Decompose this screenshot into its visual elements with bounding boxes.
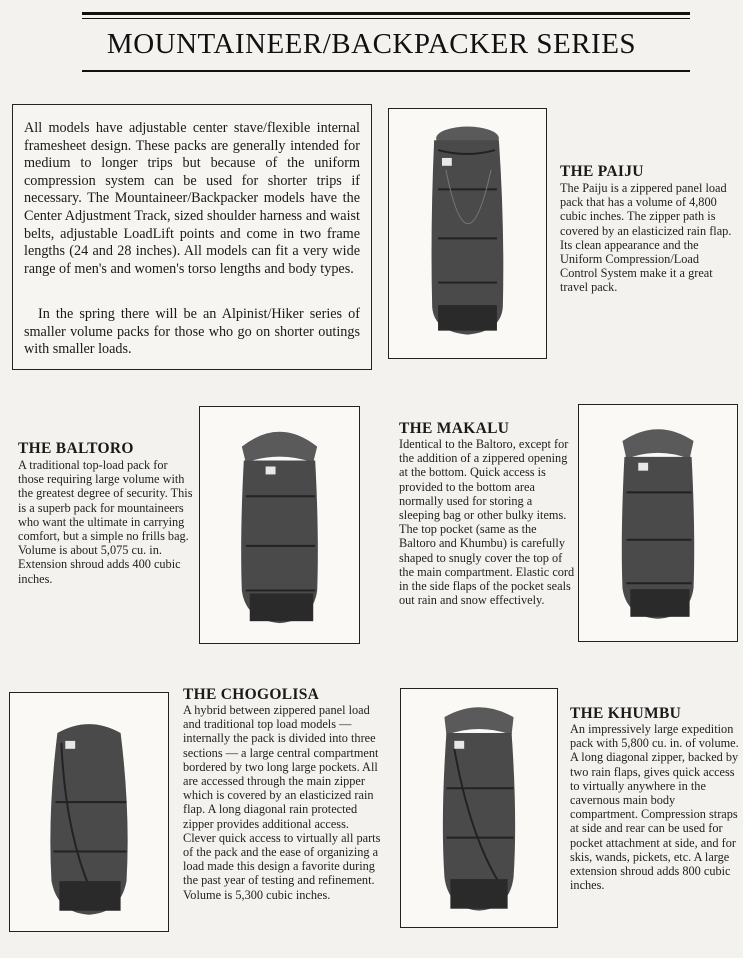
backpack-baltoro-icon (200, 407, 359, 643)
pack-name-paiju: THE PAIJU (560, 163, 644, 180)
backpack-paiju-icon (389, 109, 546, 358)
pack-desc-khumbu: An impressively large expedition pack with 5,800 cu. in. of volume. A long diagonal zipper, backed by two rain flaps, gives quick access to virtually anywhere in the cavernous main body compartment. Compression straps at side and rear can be used for pocket attachment at side, and for skis, wands, pickets, etc. A large extension shroud adds 800 cubic inches. (570, 722, 739, 893)
backpack-photo-khumbu (400, 688, 558, 928)
title-underline (82, 70, 690, 72)
intro-paragraph-2: In the spring there will be an Alpinist/Hiker series of smaller volume packs for those who go on shorter outings with smaller loads. (24, 306, 360, 358)
backpack-photo-chogolisa (9, 692, 169, 932)
pack-desc-baltoro: A traditional top-load pack for those requiring large volume with the greatest degree of security. This is a superb pack for mountaineers who want the ultimate in carrying comfort, but a simple no frills bag. Volume is about 5,075 cu. in. Extension shroud adds 400 cubic inches. (18, 458, 193, 586)
pack-name-khumbu: THE KHUMBU (570, 705, 682, 722)
pack-name-makalu: THE MAKALU (399, 420, 510, 437)
pack-desc-chogolisa: A hybrid between zippered panel load and traditional top load models — internally the pack is divided into three sections — a large central compartment bordered by two long large pockets. All are accessed through the main zipper which is covered by an elasticized rain flap. A long diagonal rain protected zipper provides additional access. Clever quick access to virtually all parts of the pack and the ease of organizing a load made this design a favorite during the past year of testing and refinement. Volume is 5,300 cubic inches. (183, 703, 381, 902)
pack-desc-paiju: The Paiju is a zippered panel load pack that has a volume of 4,800 cubic inches. The zipper path is covered by an elasticized rain flap. Its clean appearance and the Uniform Compression/Load Control System make it a great travel pack. (560, 181, 732, 295)
page-title: MOUNTAINEER/BACKPACKER SERIES (106, 28, 637, 60)
backpack-khumbu-icon (401, 689, 557, 927)
header-rule-top (82, 12, 690, 15)
pack-name-chogolisa: THE CHOGOLISA (183, 686, 320, 703)
header-rule-bottom (82, 18, 690, 19)
backpack-photo-baltoro (199, 406, 360, 644)
backpack-chogolisa-icon (10, 693, 168, 931)
intro-paragraph-1: All models have adjustable center stave/flexible internal framesheet design. These packs are generally intended for medium to longer trips but because of the uniform compression system can be used for shorter trips if necessary. The Mountaineer/Backpacker models have the Center Adjustment Track, sized shoulder harness and waist belts, adjustable LoadLift points and come in two frame lengths (24 and 28 inches). All models can fit a very wide range of men's and women's torso lengths and body types. (24, 120, 360, 277)
backpack-makalu-icon (579, 405, 737, 641)
pack-desc-makalu: Identical to the Baltoro, except for the addition of a zippered opening at the bottom. Quick access is provided to the bottom area normally used for storing a sleeping bag or other bulky items. The top pocket (same as the Baltoro and Khumbu) is carefully shaped to snugly cover the top of the main compartment. Elastic cord in the side flaps of the pocket seals out rain and snow effectively. (399, 437, 575, 608)
backpack-photo-makalu (578, 404, 738, 642)
pack-name-baltoro: THE BALTORO (18, 440, 134, 457)
backpack-photo-paiju (388, 108, 547, 359)
